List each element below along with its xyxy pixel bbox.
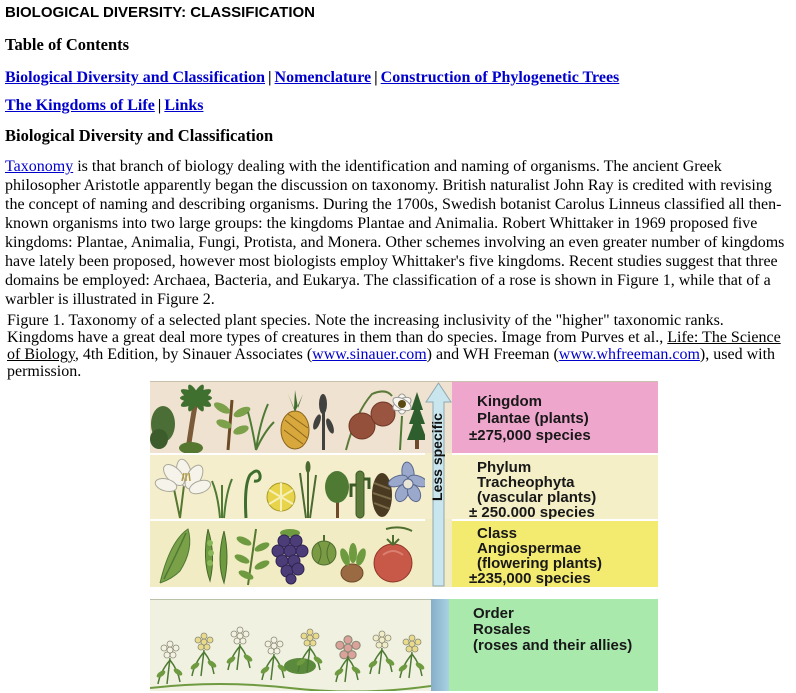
fiddlehead-fern-illustration [246, 471, 261, 518]
class-band-line: Angiospermae [477, 540, 582, 557]
kingdom-band-line: Kingdom [477, 393, 542, 410]
figure-1-caption [5, 312, 791, 380]
caption-text: Figure 1. Taxonomy of a selected plant species. Note the increasing inclusivity of the "higher" taxonomic ranks. Kingdoms have a great deal more types of creatures in them than do species. Image from Purves et al., [7, 312, 724, 346]
palm-tree-illustration [179, 383, 213, 453]
dark-spike-plant-illustration [311, 394, 335, 450]
less-specific-label: Less specific [429, 413, 445, 501]
order-plants-drawing [150, 600, 431, 691]
intro-text: is that branch of biology dealing with the identification and naming of organisms. The ancient Greek philosopher Aristotle apparently began the discussion on taxonomy. British naturalist John Ray is credited with revising the concept of naming and describing organisms. During the 1700s, Swedish botanist Carolus Linneus classified all then-known organisms into two large groups: the kingdoms Plantae and Animalia. Robert Whittaker in 1969 proposed five kingdoms: Plantae, Animalia, Fungi, Protista, and Monera. Other schemes involving an even greater number of kingdoms have lately been proposed, however most biologists employ Whittaker's five kingdoms. Recent studies suggest that three domains be employed: Archaea, Bacteria, and Eukarya. The classification of a rose is shown in Figure 1, while that of a warbler is illustrated in Figure 2. [5, 158, 785, 308]
less-specific-arrow [425, 382, 452, 587]
kingdom-plants-illustration [150, 382, 425, 453]
kingdom-band [452, 382, 658, 453]
small-tree-illustration [325, 471, 349, 518]
order-band-line: Rosales [473, 621, 531, 638]
pine-cone-illustration [372, 473, 392, 517]
caption-text: ) and WH Freeman ( [426, 346, 559, 363]
figure-section-gap [150, 587, 658, 599]
section-heading: Biological Diversity and Classification [5, 126, 274, 145]
order-band-line: Order [473, 605, 514, 622]
tomato-illustration [374, 527, 412, 582]
toc-link-kingdoms-of-life[interactable]: The Kingdoms of Life [5, 97, 155, 114]
leaf-sprig-illustration [233, 529, 270, 585]
page-title: BIOLOGICAL DIVERSITY: CLASSIFICATION [5, 4, 316, 21]
phylum-plants-drawing [150, 455, 425, 519]
taxonomy-link[interactable]: Taxonomy [5, 158, 74, 175]
toc-row-1 [5, 68, 791, 87]
toc-row-2 [5, 96, 791, 115]
order-plants-illustration [150, 599, 431, 691]
kingdom-plants-drawing [150, 382, 425, 453]
orchid-flower-illustration [387, 461, 425, 503]
book-title: Life: The Science of Biology [7, 329, 781, 363]
arrow-tail-strip [431, 599, 449, 691]
figure-1-taxonomy-image [150, 381, 658, 691]
class-band [452, 519, 658, 587]
flower-cluster-illustrations [150, 627, 431, 691]
gourd-illustration [312, 535, 336, 565]
fern-illustration [248, 404, 274, 450]
sinauer-link[interactable]: www.sinauer.com [312, 346, 427, 363]
toc-link-phylogenetic-trees[interactable]: Construction of Phylogenetic Trees [380, 69, 620, 86]
class-band-line: (flowering plants) [477, 555, 602, 572]
kingdom-band-line: Plantae (plants) [477, 410, 589, 427]
phylum-band-line: Phylum [477, 459, 532, 476]
phylum-plants-illustration [150, 453, 425, 519]
class-band-line: Class [477, 525, 518, 542]
shrub-illustration [150, 406, 175, 449]
pineapple-illustration [281, 390, 309, 449]
toc-separator: | [157, 97, 162, 114]
reed-illustration [300, 461, 316, 518]
caption-text: , 4th Edition, by Sinauer Associates ( [74, 346, 313, 363]
citrus-slice-illustration [267, 483, 295, 511]
class-plants-illustration [150, 519, 425, 587]
phylum-band-line: (vascular plants) [477, 489, 597, 506]
toc-link-links[interactable]: Links [164, 97, 204, 114]
up-arrow-icon [425, 382, 452, 587]
toc-link-nomenclature[interactable]: Nomenclature [274, 69, 372, 86]
kingdom-species-count: ±275,000 species [469, 427, 591, 444]
whfreeman-link[interactable]: www.whfreeman.com [558, 346, 700, 363]
leafy-tuber-illustration [338, 543, 368, 582]
class-species-count: ±235,000 species [469, 570, 591, 587]
intro-paragraph [5, 157, 791, 309]
order-band [449, 599, 658, 691]
figure-lower-section [150, 599, 658, 691]
cactus-illustration [351, 471, 369, 518]
figure-upper-section [150, 381, 658, 587]
phylum-band-line: Tracheophyta [477, 474, 575, 491]
class-plants-drawing [150, 521, 425, 587]
phylum-band [452, 453, 658, 519]
lily-flower-illustration [154, 458, 213, 518]
toc-link-biological-diversity[interactable]: Biological Diversity and Classification [5, 69, 265, 86]
caption-text: ), used with permission. [7, 346, 776, 380]
grape-cluster-illustration [272, 529, 308, 584]
grass-illustration [212, 479, 232, 518]
rose-cluster-illustration [336, 636, 360, 659]
order-band-line: (roses and their allies) [473, 637, 633, 654]
leaf-illustration [160, 529, 190, 583]
toc-heading: Table of Contents [5, 35, 130, 54]
fruit-vine-illustration [346, 391, 395, 450]
sapling-illustration [212, 400, 252, 450]
toc-separator: | [268, 69, 272, 86]
toc-separator: | [374, 69, 378, 86]
pea-pod-illustration [205, 529, 227, 583]
phylum-species-count: ± 250.000 species [469, 504, 595, 519]
